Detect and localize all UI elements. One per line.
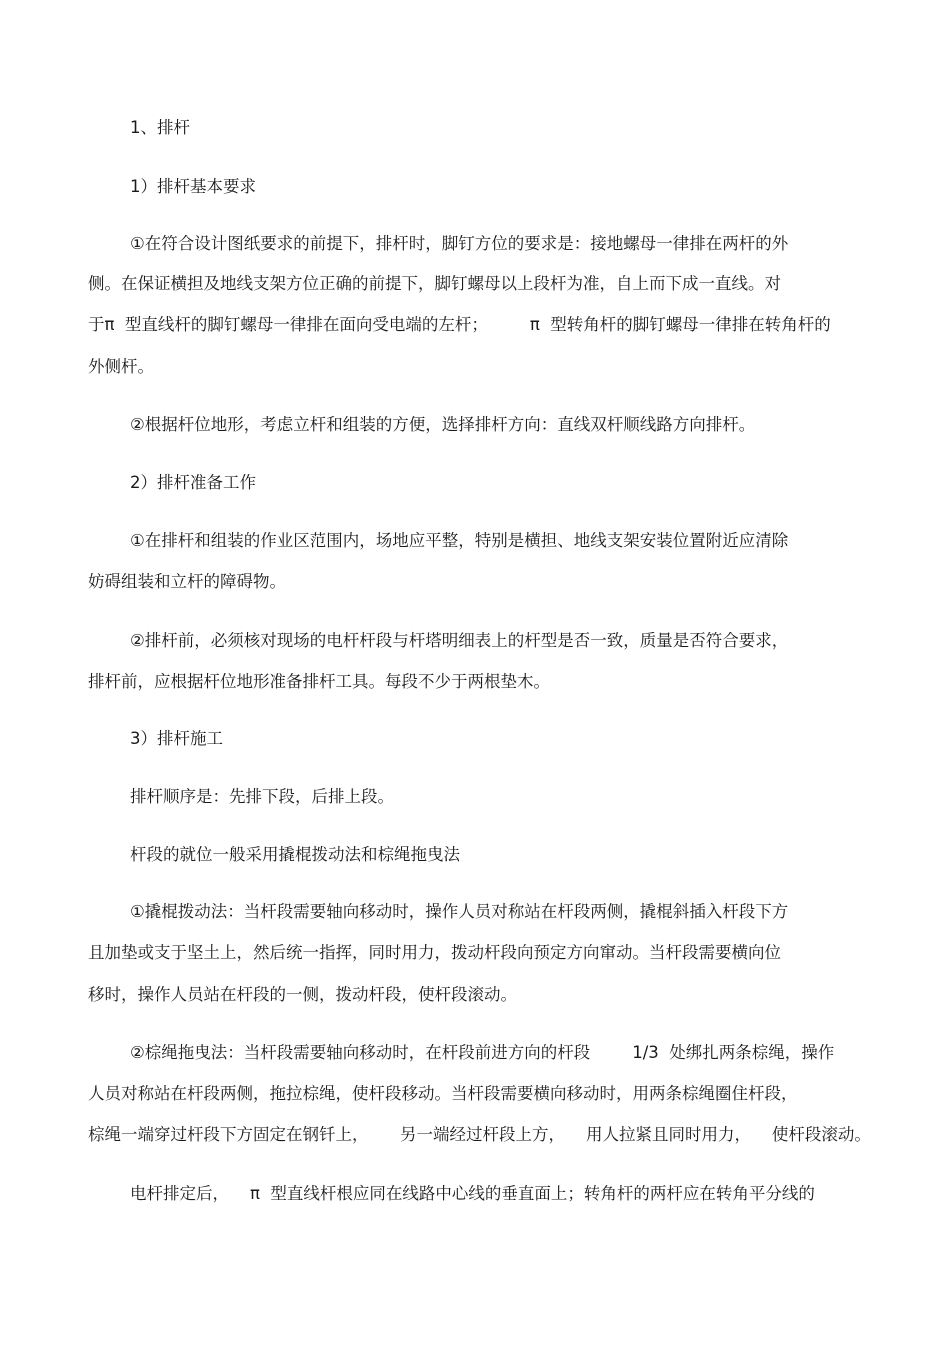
paragraph-line: 于π 型直线杆的脚钉螺母一律排在面向受电端的左杆； π 型转角杆的脚钉螺母一律排在转角杆的 <box>88 315 831 334</box>
paragraph-line: 妨碍组装和立杆的障碍物。 <box>88 572 286 591</box>
subsection-title-preparation: 2）排杆准备工作 <box>130 473 256 492</box>
paragraph-line: 排杆顺序是：先排下段，后排上段。 <box>130 787 394 806</box>
paragraph-line: 电杆排定后， π 型直线杆根应同在线路中心线的垂直面上；转角杆的两杆应在转角平分线的 <box>130 1184 815 1203</box>
paragraph-line: ②根据杆位地形，考虑立杆和组装的方便，选择排杆方向：直线双杆顺线路方向排杆。 <box>130 415 756 434</box>
paragraph-line: 外侧杆。 <box>88 357 154 376</box>
paragraph-line: 棕绳一端穿过杆段下方固定在钢钎上， 另一端经过杆段上方， 用人拉紧且同时用力， 使杆段滚动。 <box>88 1125 871 1144</box>
subsection-title-basic-requirements: 1）排杆基本要求 <box>130 177 256 196</box>
paragraph-line: 人员对称站在杆段两侧，拖拉棕绳，使杆段移动。当杆段需要横向移动时，用两条棕绳圈住杆段， <box>88 1084 798 1103</box>
paragraph-line: 移时，操作人员站在杆段的一侧，拨动杆段，使杆段滚动。 <box>88 985 517 1004</box>
paragraph-line: 侧。在保证横担及地线支架方位正确的前提下，脚钉螺母以上段杆为准，自上而下成一直线。对 <box>88 274 781 293</box>
paragraph-line: ①在排杆和组装的作业区范围内，场地应平整，特别是横担、地线支架安装位置附近应清除 <box>130 531 789 550</box>
section-title: 1、排杆 <box>130 118 190 137</box>
paragraph-line: ①撬棍拨动法：当杆段需要轴向移动时，操作人员对称站在杆段两侧，撬棍斜插入杆段下方 <box>130 902 789 921</box>
paragraph-line: ②棕绳拖曳法：当杆段需要轴向移动时，在杆段前进方向的杆段 1/3 处绑扎两条棕绳，操作 <box>130 1043 835 1062</box>
paragraph-line: ②排杆前，必须核对现场的电杆杆段与杆塔明细表上的杆型是否一致，质量是否符合要求， <box>130 631 789 650</box>
paragraph-line: 且加垫或支于坚土上，然后统一指挥，同时用力，拨动杆段向预定方向窜动。当杆段需要横向位 <box>88 943 781 962</box>
paragraph-line: 杆段的就位一般采用撬棍拨动法和棕绳拖曳法 <box>130 845 460 864</box>
paragraph-line: 排杆前，应根据杆位地形准备排杆工具。每段不少于两根垫木。 <box>88 672 550 691</box>
paragraph-line: ①在符合设计图纸要求的前提下，排杆时，脚钉方位的要求是：接地螺母一律排在两杆的外 <box>130 234 789 253</box>
subsection-title-construction: 3）排杆施工 <box>130 729 223 748</box>
